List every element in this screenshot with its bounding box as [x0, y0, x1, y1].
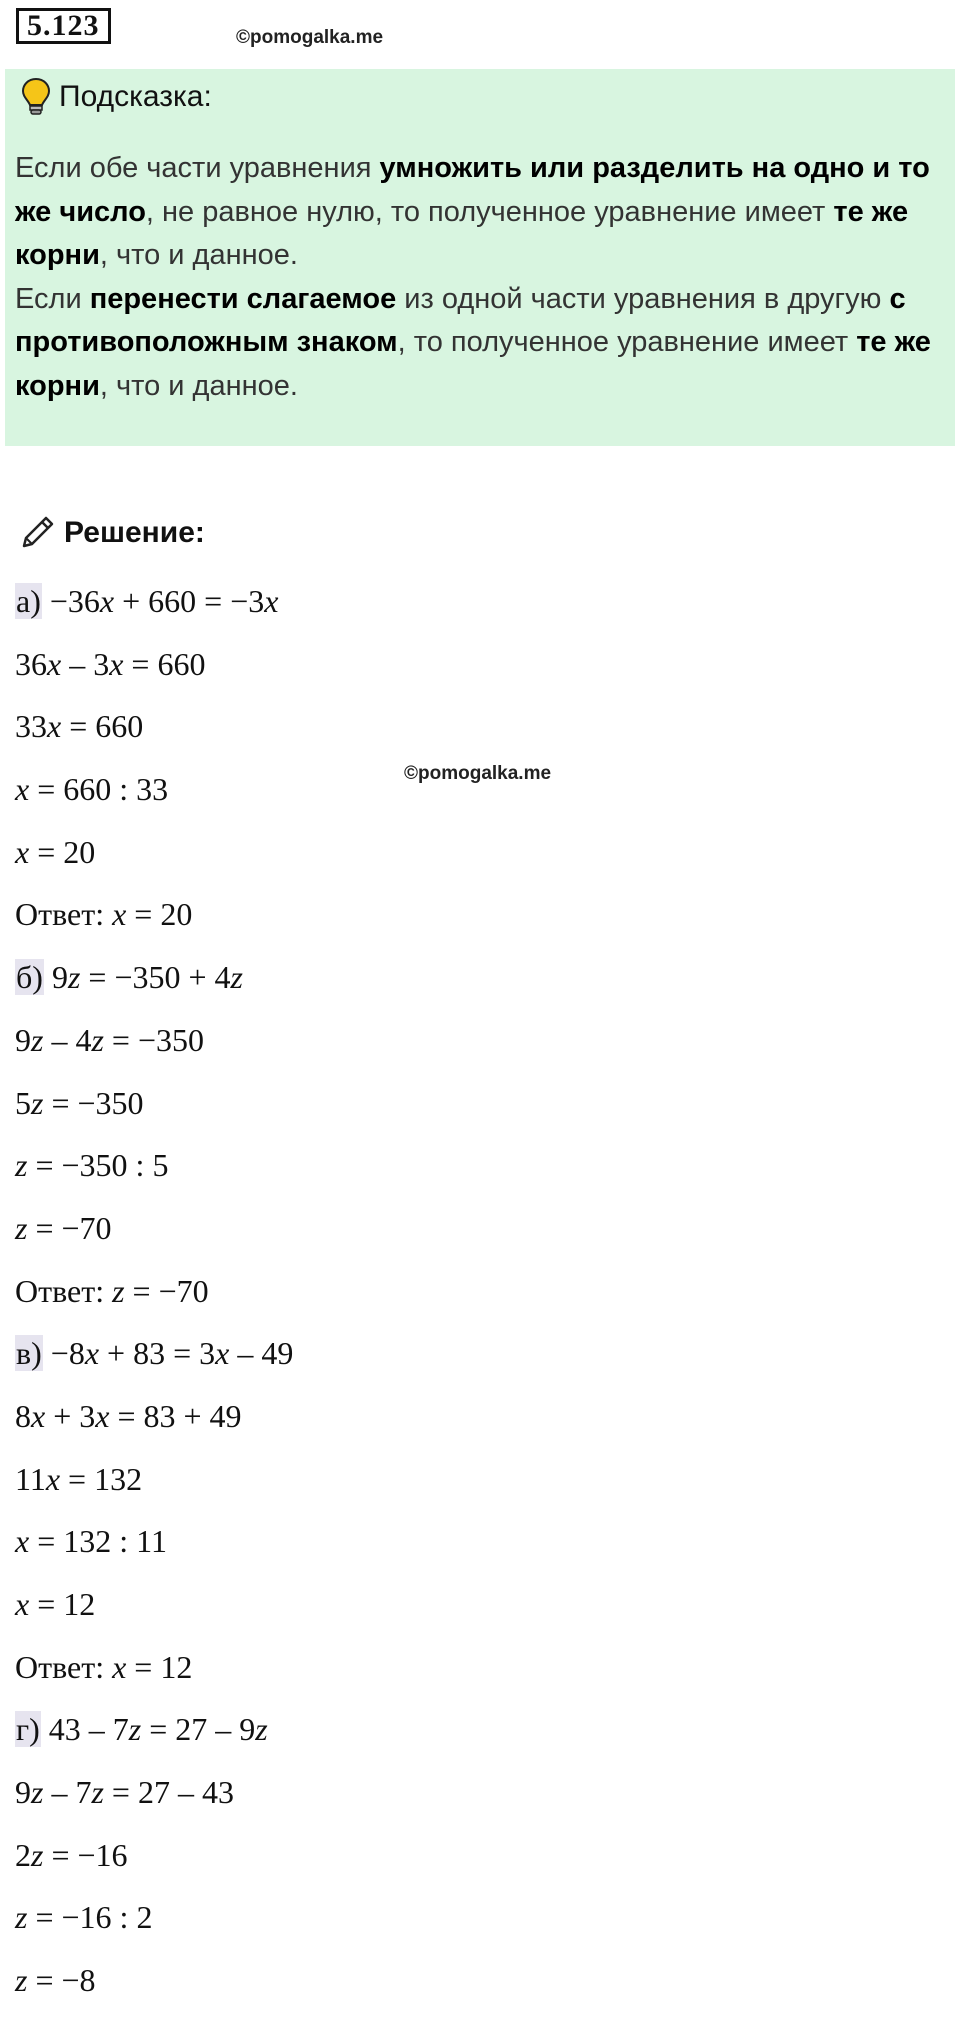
watermark-top: ©pomogalka.me: [236, 27, 384, 48]
equation: 2z = −16: [15, 1836, 128, 1873]
equation: x = 660 : 33: [15, 771, 169, 808]
equation: 11x = 132: [15, 1460, 143, 1497]
hint-text-segment: , не равное нулю, то полученное уравнение имеет: [145, 195, 834, 228]
equation: −8x + 83 = 3x – 49: [42, 1335, 294, 1372]
equation: −36x + 660 = −3x: [41, 583, 279, 619]
solution-line: [15, 1141, 935, 1204]
solution-line: [15, 640, 935, 703]
equation: z = −16 : 2: [15, 1899, 153, 1936]
solution-line: [15, 1016, 935, 1079]
part-label: а): [16, 583, 41, 619]
part-label: в): [16, 1335, 42, 1372]
hint-text-segment: Если обе части уравнения: [15, 152, 380, 184]
solution-header: [16, 512, 205, 554]
solution-title: Решение:: [64, 516, 205, 549]
equation: x = 132 : 11: [15, 1523, 167, 1560]
hint-text-segment: , то полученное уравнение имеет: [397, 326, 857, 358]
problem-number: 5.123: [16, 8, 111, 44]
equation: 9z – 7z = 27 – 43: [15, 1774, 234, 1811]
hint-title: Подсказка:: [59, 80, 212, 113]
hint-emphasis: те же корни: [15, 195, 909, 271]
solution-line: [15, 1705, 935, 1768]
part-label: б): [16, 959, 43, 996]
hint-paragraph-1: [15, 147, 950, 278]
solution-line: [15, 1956, 935, 2019]
equation: 9z = −350 + 4z: [43, 959, 243, 996]
equation: z = −70: [15, 1209, 112, 1246]
solution-line: [15, 1643, 935, 1706]
equation: Ответ: x = 20: [15, 896, 193, 933]
solution-line: [15, 1893, 935, 1956]
lightbulb-icon: [21, 77, 51, 117]
hint-text-segment: Если: [15, 282, 90, 315]
hint-emphasis: умножить или разделить на одно и то же число: [15, 152, 930, 228]
solution-line: [15, 890, 935, 953]
hint-text-segment: из одной части уравнения в другую: [396, 282, 890, 315]
solution-line: [15, 1455, 935, 1518]
equation: z = −350 : 5: [15, 1147, 169, 1184]
equation: 8x + 3x = 83 + 49: [15, 1397, 242, 1434]
solution-lines: [15, 577, 935, 2019]
solution-line: [15, 1517, 935, 1580]
hint-text: [15, 147, 950, 408]
hint-box: [5, 69, 955, 446]
solution-line: [15, 953, 935, 1016]
solution-line: [15, 702, 935, 765]
hint-paragraph-2: [15, 278, 950, 409]
equation: 43 – 7z = 27 – 9z: [40, 1711, 268, 1748]
equation: 5z = −350: [15, 1084, 144, 1121]
solution-line: [15, 1392, 935, 1455]
equation: x = 20: [15, 833, 96, 870]
equation: 36x – 3x = 660: [15, 645, 206, 682]
solution-line: [15, 1831, 935, 1894]
hint-emphasis: перенести слагаемое: [89, 282, 397, 315]
solution-line: [15, 1768, 935, 1831]
equation: x = 12: [15, 1586, 96, 1622]
part-label: г): [16, 1711, 40, 1748]
solution-line: [15, 765, 935, 828]
solution-line: [15, 1204, 935, 1267]
solution-line: [15, 1267, 935, 1330]
equation: z = −8: [15, 1962, 96, 1999]
solution-line: [15, 1329, 935, 1392]
hint-header: [21, 77, 212, 117]
equation: Ответ: x = 12: [15, 1648, 193, 1685]
hint-text-segment: , что и данное.: [99, 239, 298, 271]
hint-emphasis: те же корни: [15, 326, 931, 402]
hint-emphasis: с противоположным знаком: [15, 282, 906, 358]
pencil-icon: [16, 512, 58, 554]
equation: 33x = 660: [15, 708, 144, 745]
solution-line: [15, 577, 935, 640]
equation: 9z – 4z = −350: [15, 1021, 204, 1058]
solution-line: [15, 828, 935, 891]
solution-line: [15, 1580, 935, 1643]
hint-text-segment: , что и данное.: [99, 369, 298, 402]
equation: Ответ: z = −70: [15, 1272, 209, 1309]
watermark-middle: ©pomogalka.me: [404, 763, 552, 784]
solution-line: [15, 1079, 935, 1142]
